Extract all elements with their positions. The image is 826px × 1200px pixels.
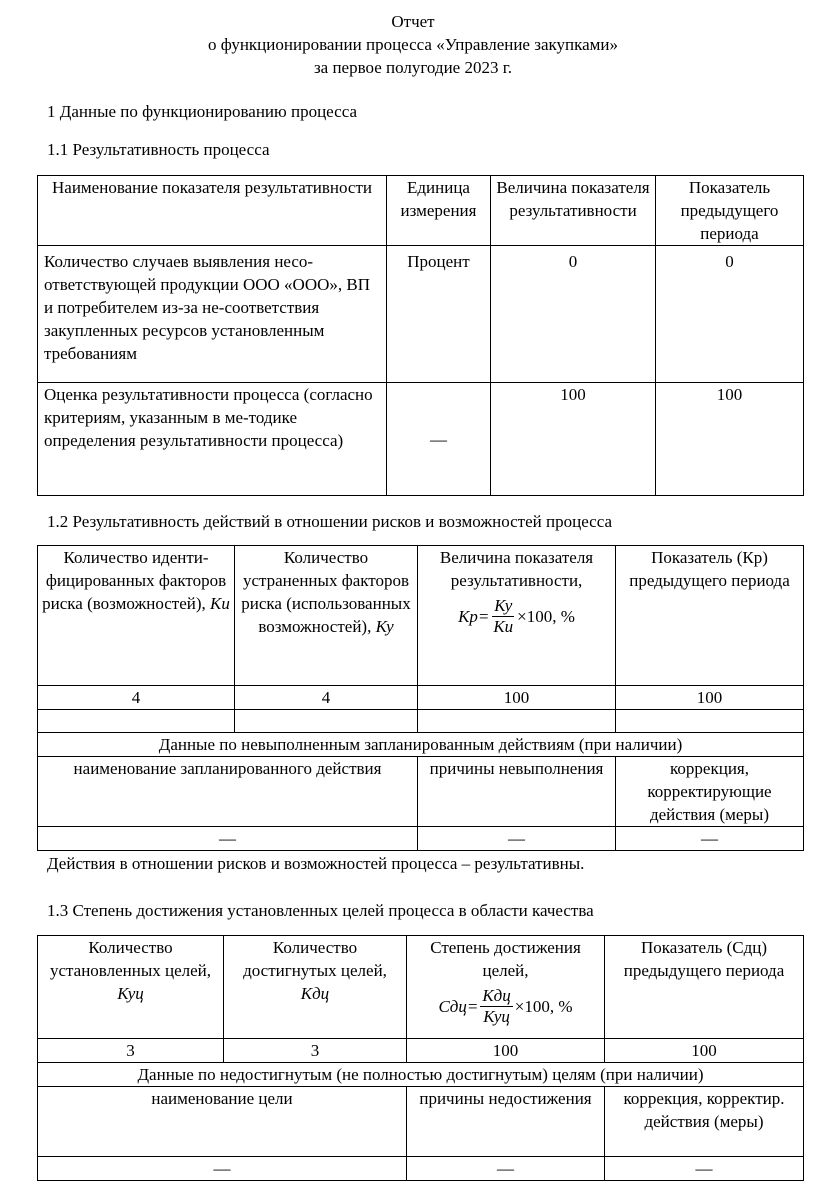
- row-previous: 0: [656, 246, 804, 383]
- formula-unit: , %: [549, 997, 573, 1016]
- subsection-row: [38, 733, 804, 757]
- table-row: [38, 246, 804, 383]
- section-1-2-heading: 1.2 Результативность действий в отношении рисков и возможностей процесса: [47, 512, 613, 531]
- subsection-row: [38, 1063, 804, 1087]
- formula-kr: [458, 596, 575, 637]
- row-value: 0: [491, 246, 656, 383]
- var-kdc: Кдц: [300, 984, 330, 1003]
- table-row: [38, 686, 804, 710]
- header-identified-risks: [38, 546, 235, 686]
- table-header-row: [38, 176, 804, 246]
- formula-denominator: Куц: [483, 1007, 510, 1026]
- formula-multiplier: ×100: [514, 997, 550, 1016]
- row-name: Количество случаев выявления несо-ответствующей продукции ООО «ООО», ВП и потребителем из-за не-соответствия закупленных ресурсов установленным требованиям: [38, 246, 387, 383]
- section-1-3-heading: 1.3 Степень достижения установленных целей процесса в области качества: [47, 901, 594, 920]
- formula-multiplier: ×100: [517, 607, 553, 626]
- value-previous: 100: [616, 686, 804, 710]
- value-identified: 4: [38, 686, 235, 710]
- row-previous: 100: [656, 383, 804, 496]
- conclusion-text: Действия в отношении рисков и возможностей процесса – результативны.: [47, 854, 585, 873]
- table-row: [38, 1039, 804, 1063]
- var-kuc: Куц: [117, 984, 144, 1003]
- header-achievement-text: Степень достижения целей,: [430, 938, 581, 980]
- title-line-1: Отчет: [391, 12, 435, 31]
- header-goal-name: наименование цели: [38, 1087, 407, 1157]
- header-achieved-goals: [224, 936, 407, 1039]
- formula-lhs: Сдц=: [438, 997, 479, 1016]
- formula-numerator: Кдц: [482, 986, 511, 1005]
- title-line-2: о функционировании процесса «Управление закупками»: [207, 35, 619, 54]
- header-planned-action: наименование запланированного действия: [38, 757, 418, 827]
- section-1-1-heading: 1.1 Результативность процесса: [47, 140, 270, 159]
- table-header-row: [38, 936, 804, 1039]
- header-value: Величина показателя результативности: [491, 176, 656, 246]
- report-title: [0, 10, 826, 79]
- var-ki: Ки: [210, 594, 230, 613]
- header-unit: Единица измерения: [387, 176, 491, 246]
- formula-numerator: Ку: [494, 596, 513, 615]
- header-previous-kr: Показатель (Кр) предыдущего периода: [616, 546, 804, 686]
- value-correction: —: [616, 827, 804, 851]
- formula-fraction: [480, 986, 512, 1027]
- value-planned-action: —: [38, 827, 418, 851]
- title-line-3: за первое полугодие 2023 г.: [313, 58, 513, 77]
- empty-row: [38, 710, 804, 733]
- table-row: [38, 1157, 804, 1181]
- header-correction: коррекция, корректир. действия (меры): [605, 1087, 804, 1157]
- unachieved-title: Данные по недостигнутым (не полностью достигнутым) целям (при наличии): [38, 1063, 804, 1087]
- header-non-fulfillment-reasons: причины невыполнения: [418, 757, 616, 827]
- header-effectiveness-text: Величина показателя результативности,: [439, 548, 594, 590]
- unfulfilled-title: Данные по невыполненным запланированным действиям (при наличии): [38, 733, 804, 757]
- row-unit: —: [387, 383, 491, 496]
- row-unit: Процент: [387, 246, 491, 383]
- header-set-goals: [38, 936, 224, 1039]
- table-row: [38, 827, 804, 851]
- formula-sdc: [438, 986, 572, 1027]
- header-eliminated-text: Количество устраненных факторов риска (использованных возможностей),: [241, 548, 411, 636]
- header-indicator-name: Наименование показателя результативности: [38, 176, 387, 246]
- value-previous: 100: [605, 1039, 804, 1063]
- formula-unit: , %: [552, 607, 575, 626]
- value-correction: —: [605, 1157, 804, 1181]
- var-ku: Ку: [375, 617, 394, 636]
- risks-table: [37, 545, 804, 851]
- value-achievement-degree: 100: [407, 1039, 605, 1063]
- value-effectiveness: 100: [418, 686, 616, 710]
- header-achieved-goals-text: Количество достигнутых целей,: [243, 938, 387, 980]
- value-set-goals: 3: [38, 1039, 224, 1063]
- header-correction: коррекция, корректирующие действия (меры): [616, 757, 804, 827]
- formula-fraction: [491, 596, 515, 637]
- header-set-goals-text: Количество установленных целей,: [49, 938, 212, 980]
- value-goal-name: —: [38, 1157, 407, 1181]
- header-achievement-degree: [407, 936, 605, 1039]
- table-header-row: [38, 546, 804, 686]
- table-row: [38, 383, 804, 496]
- effectiveness-table: [37, 175, 804, 496]
- row-name: Оценка результативности процесса (согласно критериям, указанным в ме-тодике определения результативности процесса): [38, 383, 387, 496]
- table-header-row: [38, 757, 804, 827]
- header-previous-sdc: Показатель (Сдц) предыдущего периода: [605, 936, 804, 1039]
- header-identified-text: Количество иденти-фицированных факторов риска (возможностей),: [42, 548, 227, 613]
- header-effectiveness-value: [418, 546, 616, 686]
- row-value: 100: [491, 383, 656, 496]
- value-eliminated: 4: [235, 686, 418, 710]
- table-header-row: [38, 1087, 804, 1157]
- value-reasons: —: [418, 827, 616, 851]
- value-achieved-goals: 3: [224, 1039, 407, 1063]
- formula-lhs: Кр=: [458, 607, 490, 626]
- header-non-achievement-reasons: причины недостижения: [407, 1087, 605, 1157]
- quality-goals-table: [37, 935, 804, 1181]
- header-previous: Показатель предыдущего периода: [656, 176, 804, 246]
- value-reasons: —: [407, 1157, 605, 1181]
- formula-denominator: Ки: [493, 617, 514, 636]
- section-1-heading: 1 Данные по функционированию процесса: [47, 102, 357, 121]
- header-eliminated-risks: [235, 546, 418, 686]
